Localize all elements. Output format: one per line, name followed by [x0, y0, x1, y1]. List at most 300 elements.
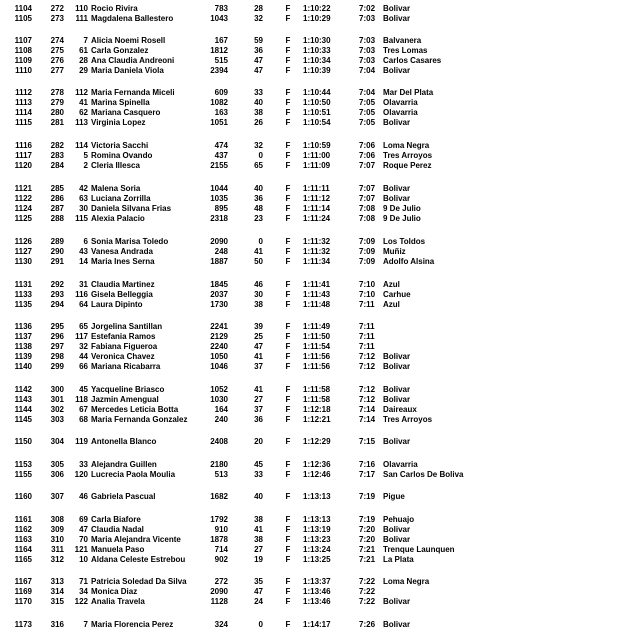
- position-cell: 1150: [14, 437, 32, 446]
- age-cell: 45: [254, 460, 263, 469]
- finish-time-cell: 1:12:21: [303, 415, 331, 424]
- pace-cell: 7:21: [359, 545, 376, 554]
- position-cell: 1143: [14, 395, 32, 404]
- city-cell: Bolivar: [383, 118, 411, 127]
- category-place-cell: 291: [50, 257, 64, 266]
- finish-time-cell: 1:11:32: [303, 247, 331, 256]
- bib-number-cell: 2: [83, 161, 88, 170]
- position-cell: 1122: [14, 194, 32, 203]
- city-cell: Los Toldos: [383, 237, 426, 246]
- city-cell: Bolivar: [383, 395, 411, 404]
- runner-name-cell: Mercedes Leticia Botta: [91, 405, 179, 414]
- city-cell: San Carlos De Boliva: [383, 470, 464, 479]
- pace-cell: 7:04: [359, 88, 376, 97]
- bib-number-cell: 66: [79, 362, 88, 371]
- sex-cell: F: [285, 352, 291, 361]
- runner-id-cell: 1887: [210, 257, 228, 266]
- runner-id-cell: 248: [214, 247, 228, 256]
- position-cell: 1105: [14, 14, 32, 23]
- position-cell: 1163: [14, 535, 32, 544]
- bib-number-cell: 69: [79, 515, 88, 524]
- position-cell: 1133: [14, 290, 32, 299]
- sex-cell: F: [285, 620, 291, 629]
- bib-number-cell: 46: [79, 492, 88, 501]
- runner-name-cell: Veronica Chavez: [91, 352, 155, 361]
- runner-name-cell: Alexia Palacio: [91, 214, 145, 223]
- sex-cell: F: [285, 98, 291, 107]
- finish-time-cell: 1:10:22: [303, 4, 331, 13]
- age-cell: 0: [258, 237, 263, 246]
- pace-cell: 7:03: [359, 14, 376, 23]
- position-cell: 1136: [14, 322, 32, 331]
- sex-cell: F: [285, 108, 291, 117]
- finish-time-cell: 1:11:58: [303, 385, 331, 394]
- bib-number-cell: 113: [75, 118, 88, 127]
- city-cell: Olavarria: [383, 98, 418, 107]
- age-cell: 26: [254, 118, 263, 127]
- bib-number-cell: 10: [79, 555, 88, 564]
- finish-time-cell: 1:12:18: [303, 405, 331, 414]
- position-cell: 1162: [14, 525, 32, 534]
- position-cell: 1107: [14, 36, 32, 45]
- finish-time-cell: 1:11:58: [303, 395, 331, 404]
- bib-number-cell: 32: [79, 342, 88, 351]
- runner-name-cell: Cleria Illesca: [91, 161, 140, 170]
- bib-number-cell: 47: [79, 525, 88, 534]
- category-place-cell: 273: [50, 14, 64, 23]
- age-cell: 47: [254, 56, 263, 65]
- runner-id-cell: 783: [214, 4, 228, 13]
- bib-number-cell: 121: [74, 545, 88, 554]
- runner-name-cell: Gisela Belleggia: [91, 290, 153, 299]
- age-cell: 36: [254, 46, 263, 55]
- age-cell: 35: [254, 577, 263, 586]
- bib-number-cell: 71: [79, 577, 88, 586]
- city-cell: Bolivar: [383, 352, 411, 361]
- finish-time-cell: 1:11:43: [303, 290, 331, 299]
- pace-cell: 7:03: [359, 56, 376, 65]
- bib-number-cell: 62: [79, 108, 88, 117]
- runner-id-cell: 1845: [210, 280, 228, 289]
- sex-cell: F: [285, 535, 291, 544]
- category-place-cell: 275: [50, 46, 64, 55]
- runner-name-cell: Carla Biafore: [91, 515, 141, 524]
- sex-cell: F: [285, 194, 291, 203]
- bib-number-cell: 118: [75, 395, 88, 404]
- city-cell: Carhue: [383, 290, 411, 299]
- pace-cell: 7:12: [359, 352, 376, 361]
- sex-cell: F: [285, 257, 291, 266]
- position-cell: 1109: [14, 56, 32, 65]
- sex-cell: F: [285, 4, 291, 13]
- runner-id-cell: 1730: [210, 300, 228, 309]
- age-cell: 33: [254, 88, 263, 97]
- runner-id-cell: 2408: [210, 437, 228, 446]
- city-cell: Tres Arroyos: [383, 151, 433, 160]
- sex-cell: F: [285, 405, 291, 414]
- runner-name-cell: Virginia Lopez: [91, 118, 146, 127]
- category-place-cell: 274: [50, 36, 64, 45]
- runner-id-cell: 1046: [210, 362, 228, 371]
- category-place-cell: 282: [50, 141, 64, 150]
- position-cell: 1137: [14, 332, 32, 341]
- runner-name-cell: Romina Ovando: [91, 151, 153, 160]
- pace-cell: 7:09: [359, 247, 376, 256]
- bib-number-cell: 44: [79, 352, 88, 361]
- age-cell: 36: [254, 194, 263, 203]
- category-place-cell: 305: [50, 460, 64, 469]
- runner-name-cell: Vanesa Andrada: [91, 247, 153, 256]
- city-cell: Loma Negra: [383, 141, 430, 150]
- runner-id-cell: 164: [214, 405, 228, 414]
- category-place-cell: 292: [50, 280, 64, 289]
- sex-cell: F: [285, 515, 291, 524]
- pace-cell: 7:12: [359, 385, 376, 394]
- age-cell: 65: [254, 161, 263, 170]
- age-cell: 40: [254, 492, 263, 501]
- city-cell: Azul: [383, 280, 400, 289]
- city-cell: 9 De Julio: [383, 214, 421, 223]
- age-cell: 40: [254, 98, 263, 107]
- sex-cell: F: [285, 46, 291, 55]
- city-cell: Roque Perez: [383, 161, 432, 170]
- finish-time-cell: 1:13:13: [303, 515, 331, 524]
- category-place-cell: 312: [50, 555, 64, 564]
- finish-time-cell: 1:10:30: [303, 36, 331, 45]
- sex-cell: F: [285, 300, 291, 309]
- runner-name-cell: Carla Gonzalez: [91, 46, 149, 55]
- runner-name-cell: Antonella Blanco: [91, 437, 157, 446]
- finish-time-cell: 1:11:12: [303, 194, 331, 203]
- finish-time-cell: 1:10:29: [303, 14, 331, 23]
- category-place-cell: 315: [50, 597, 64, 606]
- finish-time-cell: 1:11:41: [303, 280, 331, 289]
- finish-time-cell: 1:12:36: [303, 460, 331, 469]
- pace-cell: 7:12: [359, 395, 376, 404]
- pace-cell: 7:19: [359, 515, 376, 524]
- bib-number-cell: 115: [75, 214, 88, 223]
- position-cell: 1169: [14, 587, 32, 596]
- bib-number-cell: 33: [79, 460, 88, 469]
- finish-time-cell: 1:10:44: [303, 88, 331, 97]
- runner-name-cell: Estefania Ramos: [91, 332, 156, 341]
- city-cell: Muñiz: [383, 247, 406, 256]
- sex-cell: F: [285, 342, 291, 351]
- position-cell: 1173: [14, 620, 32, 629]
- city-cell: Bolivar: [383, 4, 411, 13]
- runner-name-cell: Maria Ines Serna: [91, 257, 155, 266]
- sex-cell: F: [285, 161, 291, 170]
- runner-id-cell: 1030: [210, 395, 228, 404]
- age-cell: 41: [254, 525, 263, 534]
- bib-number-cell: 64: [79, 300, 88, 309]
- sex-cell: F: [285, 118, 291, 127]
- city-cell: Olavarria: [383, 460, 418, 469]
- sex-cell: F: [285, 204, 291, 213]
- runner-id-cell: 1128: [210, 597, 228, 606]
- bib-number-cell: 117: [75, 332, 88, 341]
- runner-name-cell: Alejandra Guillen: [91, 460, 157, 469]
- city-cell: Mar Del Plata: [383, 88, 434, 97]
- runner-name-cell: Sonia Marisa Toledo: [91, 237, 169, 246]
- city-cell: Adolfo Alsina: [383, 257, 435, 266]
- finish-time-cell: 1:11:48: [303, 300, 331, 309]
- category-place-cell: 281: [50, 118, 64, 127]
- runner-id-cell: 1878: [210, 535, 228, 544]
- finish-time-cell: 1:11:49: [303, 322, 331, 331]
- category-place-cell: 277: [50, 66, 64, 75]
- category-place-cell: 304: [50, 437, 64, 446]
- sex-cell: F: [285, 332, 291, 341]
- sex-cell: F: [285, 247, 291, 256]
- position-cell: 1155: [14, 470, 32, 479]
- finish-time-cell: 1:13:23: [303, 535, 331, 544]
- age-cell: 38: [254, 535, 263, 544]
- age-cell: 36: [254, 415, 263, 424]
- runner-id-cell: 437: [214, 151, 228, 160]
- pace-cell: 7:20: [359, 535, 376, 544]
- city-cell: Carlos Casares: [383, 56, 442, 65]
- sex-cell: F: [285, 362, 291, 371]
- pace-cell: 7:10: [359, 290, 376, 299]
- finish-time-cell: 1:11:09: [303, 161, 331, 170]
- pace-cell: 7:11: [359, 342, 375, 351]
- category-place-cell: 308: [50, 515, 64, 524]
- sex-cell: F: [285, 88, 291, 97]
- pace-cell: 7:22: [359, 577, 376, 586]
- category-place-cell: 301: [50, 395, 64, 404]
- finish-time-cell: 1:10:33: [303, 46, 331, 55]
- category-place-cell: 272: [50, 4, 64, 13]
- position-cell: 1125: [14, 214, 32, 223]
- runner-name-cell: Claudia Nadal: [91, 525, 144, 534]
- runner-id-cell: 1682: [210, 492, 228, 501]
- category-place-cell: 276: [50, 56, 64, 65]
- pace-cell: 7:14: [359, 405, 376, 414]
- bib-number-cell: 122: [74, 597, 88, 606]
- runner-name-cell: Maria Alejandra Vicente: [91, 535, 181, 544]
- pace-cell: 7:11: [359, 332, 375, 341]
- city-cell: Loma Negra: [383, 577, 430, 586]
- bib-number-cell: 34: [79, 587, 88, 596]
- runner-id-cell: 272: [214, 577, 228, 586]
- age-cell: 46: [254, 280, 263, 289]
- position-cell: 1140: [14, 362, 32, 371]
- sex-cell: F: [285, 597, 291, 606]
- runner-name-cell: Manuela Paso: [91, 545, 145, 554]
- sex-cell: F: [285, 280, 291, 289]
- age-cell: 47: [254, 66, 263, 75]
- position-cell: 1117: [15, 151, 32, 160]
- finish-time-cell: 1:11:50: [303, 332, 331, 341]
- bib-number-cell: 6: [83, 237, 88, 246]
- position-cell: 1164: [14, 545, 32, 554]
- pace-cell: 7:22: [359, 587, 376, 596]
- runner-name-cell: Malena Soria: [91, 184, 141, 193]
- category-place-cell: 311: [51, 545, 64, 554]
- position-cell: 1131: [14, 280, 32, 289]
- finish-time-cell: 1:11:32: [303, 237, 331, 246]
- position-cell: 1142: [14, 385, 32, 394]
- sex-cell: F: [285, 322, 291, 331]
- category-place-cell: 286: [50, 194, 64, 203]
- bib-number-cell: 112: [75, 88, 88, 97]
- sex-cell: F: [285, 290, 291, 299]
- category-place-cell: 283: [50, 151, 64, 160]
- pace-cell: 7:11: [359, 300, 375, 309]
- runner-name-cell: Maria Fernanda Miceli: [91, 88, 175, 97]
- category-place-cell: 289: [50, 237, 64, 246]
- runner-name-cell: Analia Travela: [91, 597, 145, 606]
- city-cell: Bolivar: [383, 362, 411, 371]
- category-place-cell: 296: [50, 332, 64, 341]
- category-place-cell: 288: [50, 214, 64, 223]
- sex-cell: F: [285, 470, 291, 479]
- city-cell: Balvanera: [383, 36, 422, 45]
- runner-name-cell: Marina Spinella: [91, 98, 150, 107]
- runner-id-cell: 1082: [210, 98, 228, 107]
- age-cell: 32: [254, 14, 263, 23]
- pace-cell: 7:07: [359, 184, 376, 193]
- pace-cell: 7:06: [359, 151, 376, 160]
- pace-cell: 7:09: [359, 237, 376, 246]
- position-cell: 1153: [14, 460, 32, 469]
- age-cell: 20: [254, 437, 263, 446]
- runner-name-cell: Maria Florencia Perez: [91, 620, 174, 629]
- bib-number-cell: 111: [75, 14, 88, 23]
- runner-name-cell: Ana Claudia Andreoni: [91, 56, 175, 65]
- position-cell: 1114: [15, 108, 32, 117]
- runner-name-cell: Monica Diaz: [91, 587, 138, 596]
- city-cell: Trenque Launquen: [383, 545, 455, 554]
- pace-cell: 7:10: [359, 280, 376, 289]
- runner-id-cell: 167: [214, 36, 228, 45]
- finish-time-cell: 1:10:34: [303, 56, 331, 65]
- category-place-cell: 284: [50, 161, 64, 170]
- city-cell: Tres Arroyos: [383, 415, 433, 424]
- sex-cell: F: [285, 36, 291, 45]
- age-cell: 38: [254, 300, 263, 309]
- runner-id-cell: 1043: [210, 14, 228, 23]
- position-cell: 1124: [14, 204, 32, 213]
- category-place-cell: 297: [50, 342, 64, 351]
- bib-number-cell: 45: [79, 385, 88, 394]
- runner-name-cell: Luciana Zorrilla: [91, 194, 151, 203]
- pace-cell: 7:08: [359, 204, 376, 213]
- bib-number-cell: 119: [75, 437, 88, 446]
- runner-id-cell: 2318: [210, 214, 228, 223]
- city-cell: La Plata: [383, 555, 414, 564]
- age-cell: 0: [258, 151, 263, 160]
- bib-number-cell: 120: [74, 470, 88, 479]
- sex-cell: F: [285, 66, 291, 75]
- position-cell: 1135: [14, 300, 32, 309]
- position-cell: 1126: [14, 237, 32, 246]
- age-cell: 24: [254, 597, 263, 606]
- city-cell: Pigue: [383, 492, 405, 501]
- sex-cell: F: [285, 545, 291, 554]
- runner-name-cell: Fabiana Figueroa: [91, 342, 158, 351]
- pace-cell: 7:11: [359, 322, 375, 331]
- bib-number-cell: 42: [79, 184, 88, 193]
- city-cell: Pehuajo: [383, 515, 415, 524]
- runner-id-cell: 1050: [210, 352, 228, 361]
- category-place-cell: 287: [50, 204, 64, 213]
- category-place-cell: 313: [50, 577, 64, 586]
- category-place-cell: 302: [50, 405, 64, 414]
- runner-id-cell: 1792: [210, 515, 228, 524]
- category-place-cell: 294: [50, 300, 64, 309]
- position-cell: 1170: [14, 597, 32, 606]
- runner-id-cell: 2394: [210, 66, 228, 75]
- category-place-cell: 293: [50, 290, 64, 299]
- pace-cell: 7:07: [359, 194, 376, 203]
- finish-time-cell: 1:11:11: [303, 184, 330, 193]
- pace-cell: 7:15: [359, 437, 376, 446]
- pace-cell: 7:06: [359, 141, 376, 150]
- runner-name-cell: Yacqueline Briasco: [91, 385, 165, 394]
- sex-cell: F: [285, 587, 291, 596]
- finish-time-cell: 1:10:59: [303, 141, 331, 150]
- sex-cell: F: [285, 437, 291, 446]
- age-cell: 41: [254, 247, 263, 256]
- sex-cell: F: [285, 577, 291, 586]
- city-cell: Daireaux: [383, 405, 417, 414]
- sex-cell: F: [285, 151, 291, 160]
- runner-name-cell: Claudia Martinez: [91, 280, 155, 289]
- category-place-cell: 290: [50, 247, 64, 256]
- finish-time-cell: 1:13:13: [303, 492, 331, 501]
- position-cell: 1112: [15, 88, 32, 97]
- bib-number-cell: 114: [75, 141, 88, 150]
- age-cell: 48: [254, 204, 263, 213]
- category-place-cell: 278: [50, 88, 64, 97]
- city-cell: Bolivar: [383, 535, 411, 544]
- age-cell: 28: [254, 4, 263, 13]
- finish-time-cell: 1:11:00: [303, 151, 331, 160]
- bib-number-cell: 70: [79, 535, 88, 544]
- position-cell: 1167: [14, 577, 32, 586]
- age-cell: 38: [254, 108, 263, 117]
- finish-time-cell: 1:11:34: [303, 257, 331, 266]
- position-cell: 1144: [14, 405, 32, 414]
- runner-name-cell: Mariana Casquero: [91, 108, 161, 117]
- category-place-cell: 280: [50, 108, 64, 117]
- runner-name-cell: Maria Daniela Viola: [91, 66, 164, 75]
- runner-id-cell: 2037: [210, 290, 228, 299]
- bib-number-cell: 116: [75, 290, 88, 299]
- position-cell: 1110: [15, 66, 32, 75]
- finish-time-cell: 1:13:37: [303, 577, 331, 586]
- bib-number-cell: 7: [83, 620, 88, 629]
- position-cell: 1113: [15, 98, 32, 107]
- runner-id-cell: 2090: [210, 587, 228, 596]
- bib-number-cell: 30: [79, 204, 88, 213]
- sex-cell: F: [285, 415, 291, 424]
- finish-time-cell: 1:13:19: [303, 525, 331, 534]
- bib-number-cell: 67: [79, 405, 88, 414]
- sex-cell: F: [285, 56, 291, 65]
- age-cell: 50: [254, 257, 263, 266]
- bib-number-cell: 29: [79, 66, 88, 75]
- runner-name-cell: Victoria Sacchi: [91, 141, 149, 150]
- runner-id-cell: 1812: [210, 46, 228, 55]
- city-cell: Bolivar: [383, 385, 411, 394]
- runner-id-cell: 910: [214, 525, 228, 534]
- runner-id-cell: 474: [214, 141, 228, 150]
- finish-time-cell: 1:10:50: [303, 98, 331, 107]
- runner-name-cell: Patricia Soledad Da Silva: [91, 577, 187, 586]
